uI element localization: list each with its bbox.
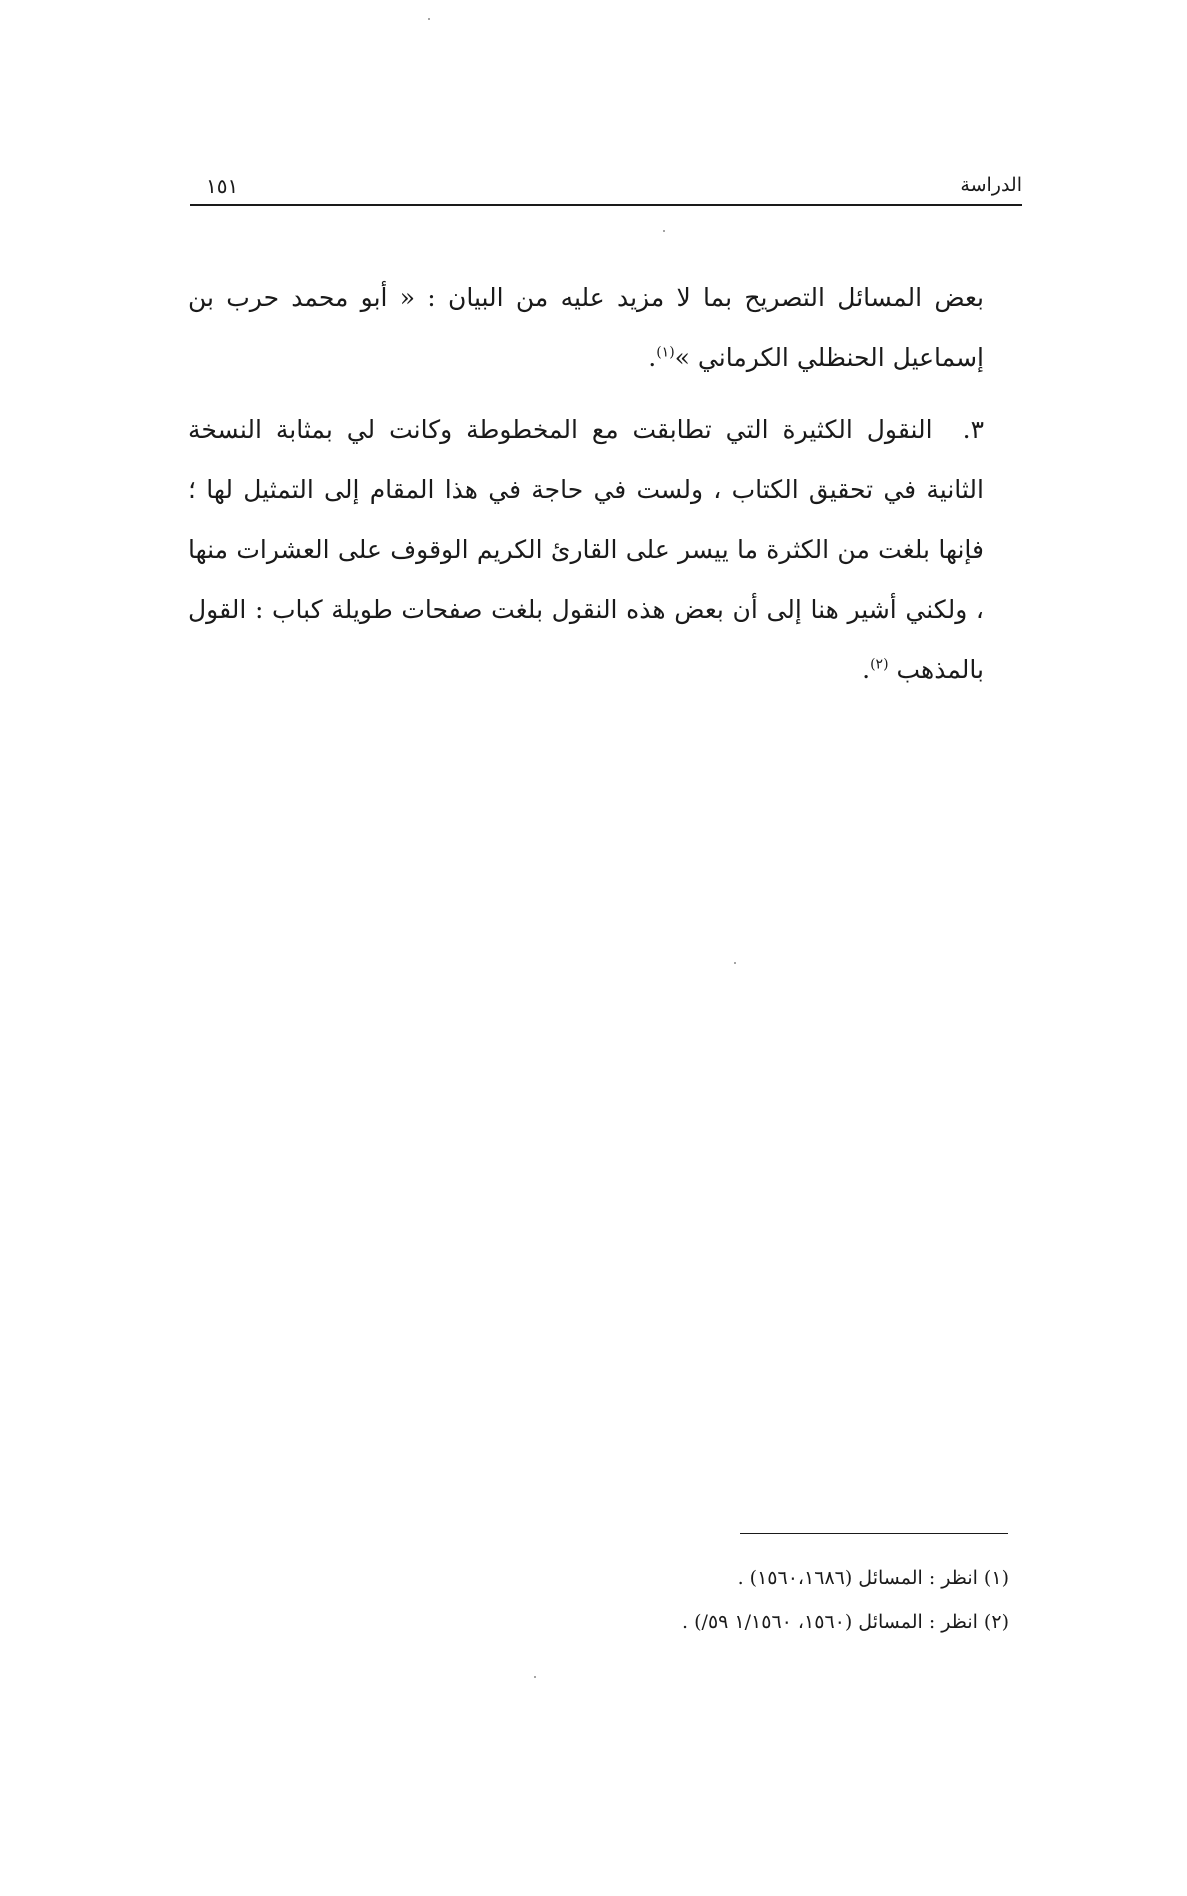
- main-text: [188, 268, 984, 712]
- scan-speck: [734, 962, 736, 964]
- footnote-2: (٢) انظر : المسائل (١٥٦٠، ١/١٥٦٠ ٥٩/) .: [682, 1611, 1009, 1633]
- paragraph-1-end: .: [648, 343, 657, 372]
- footnote-rule: [740, 1533, 1008, 1534]
- header-rule: [190, 204, 1022, 206]
- footnote-ref-1: (١): [656, 344, 675, 361]
- paragraph-2-text: النقول الكثيرة التي تطابقت مع المخطوطة وكانت لي بمثابة النسخة الثانية في تحقيق الكتاب ، ولست في حاجة في هذا المقام إلى التمثيل لها ؛ فإنها بلغت من الكثرة ما ييسر على القارئ الكريم الوقوف على العشرات منها ، ولكني أشير هنا إلى أن بعض هذه النقول بلغت صفحات طويلة كباب : القول بالمذهب: [188, 415, 984, 684]
- header-title: الدراسة: [960, 174, 1022, 196]
- paragraph-2-end: .: [862, 655, 871, 684]
- page-number: ١٥١: [206, 174, 239, 198]
- scan-speck: [534, 1676, 536, 1678]
- paragraph-2: [188, 400, 984, 700]
- footnotes: [509, 1556, 1009, 1644]
- scan-speck: [428, 18, 430, 20]
- scan-speck: [663, 230, 665, 232]
- paragraph-1-text: بعض المسائل التصريح بما لا مزيد عليه من البيان : « أبو محمد حرب بن إسماعيل الحنظلي الكرماني »: [188, 283, 984, 372]
- footnote-ref-2: (٢): [870, 656, 889, 673]
- footnote-1: (١) انظر : المسائل (١٥٦٠،١٦٨٦) .: [737, 1567, 1009, 1589]
- paragraph-1: [188, 268, 984, 388]
- paragraph-2-number: ٣.: [962, 415, 984, 444]
